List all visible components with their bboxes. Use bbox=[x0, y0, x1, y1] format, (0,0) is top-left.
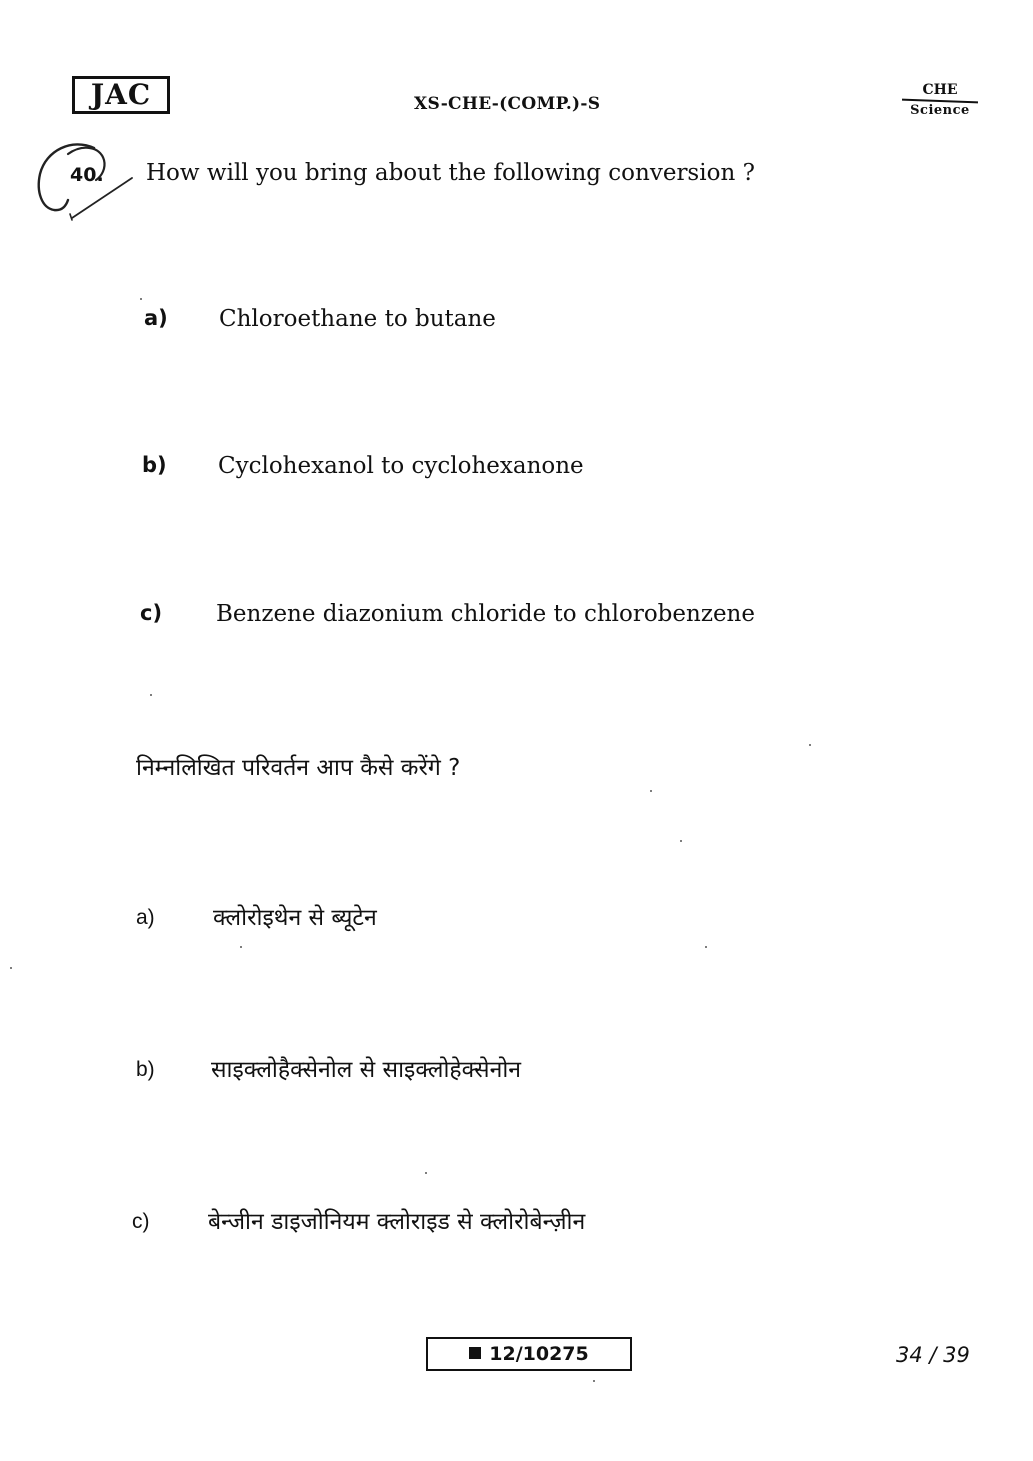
question-prompt-en: How will you bring about the following conversion ? bbox=[146, 160, 755, 186]
scan-speck bbox=[809, 744, 811, 746]
page-indicator: 34 / 39 bbox=[896, 1343, 970, 1367]
option-label-hi-b: b) bbox=[136, 1058, 155, 1081]
scan-speck bbox=[10, 967, 12, 969]
square-bullet-icon bbox=[469, 1347, 481, 1359]
question-prompt-hi: निम्नलिखित परिवर्तन आप कैसे करेंगे ? bbox=[136, 755, 461, 781]
subject-code: CHE bbox=[922, 82, 958, 98]
scan-speck bbox=[650, 790, 652, 792]
option-text-en-a: Chloroethane to butane bbox=[219, 306, 496, 332]
option-text-hi-b: साइक्लोहैक्सेनोल से साइक्लोहेक्सेनोन bbox=[211, 1057, 522, 1083]
option-label-hi-a: a) bbox=[136, 906, 155, 929]
scan-speck bbox=[680, 840, 682, 842]
booklet-code-box bbox=[426, 1337, 632, 1371]
option-label-en-b: b) bbox=[142, 453, 167, 477]
option-text-en-c: Benzene diazonium chloride to chlorobenzene bbox=[216, 601, 755, 627]
question-number: 40. bbox=[70, 164, 104, 186]
option-text-hi-a: क्लोरोइथेन से ब्यूटेन bbox=[213, 905, 377, 931]
scan-speck bbox=[140, 298, 142, 300]
scan-speck bbox=[425, 1172, 427, 1174]
scan-speck bbox=[150, 694, 152, 696]
subject-stream: Science bbox=[910, 103, 970, 118]
option-label-hi-c: c) bbox=[132, 1210, 150, 1233]
scan-speck bbox=[240, 946, 242, 948]
paper-code: XS-CHE-(COMP.)-S bbox=[414, 94, 601, 114]
option-label-en-a: a) bbox=[144, 306, 168, 330]
scan-speck bbox=[593, 1380, 595, 1382]
booklet-code: 12/10275 bbox=[489, 1343, 589, 1365]
scan-speck bbox=[705, 946, 707, 948]
option-label-en-c: c) bbox=[140, 601, 163, 625]
board-label-box: JAC bbox=[72, 76, 170, 114]
option-text-en-b: Cyclohexanol to cyclohexanone bbox=[218, 453, 584, 479]
option-text-hi-c: बेन्जीन डाइजोनियम क्लोराइड से क्लोरोबेन्ज़ीन bbox=[208, 1209, 586, 1235]
subject-block bbox=[898, 82, 982, 118]
